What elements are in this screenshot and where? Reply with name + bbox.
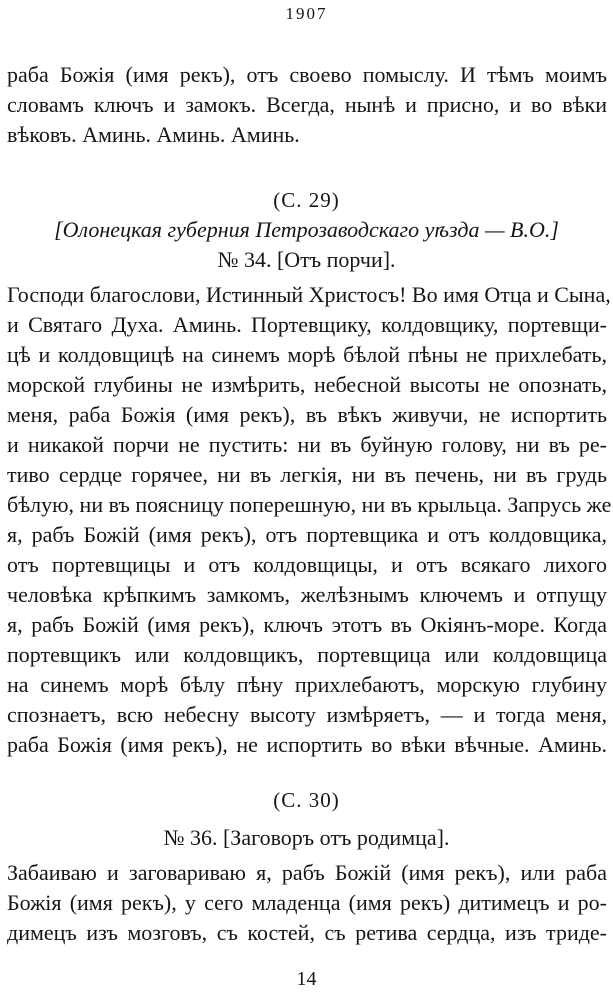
text-line: я, рабъ Божій (имя рекъ), отъ портевщика и отъ колдовщика, [7, 522, 607, 547]
text-line: меня, раба Божія (имя рекъ), въ вѣкъ живучи, не испортить [7, 402, 607, 427]
text-line: человѣка крѣпкимъ замкомъ, желѣзнымъ ключемъ и отпущу [7, 582, 607, 607]
text-line: Господи благослови, Истинный Христосъ! Во имя Отца и Сына, [7, 282, 611, 307]
text-line: тиво сердце горячее, ни въ легкія, ни въ печень, ни въ грудь [7, 462, 607, 487]
text-line: бѣлую, ни въ поясницу поперешную, ни въ крыльца. Запрусь же [7, 492, 612, 517]
section-heading: № 34. [Отъ порчи]. [217, 247, 396, 272]
text-line: раба Божія (имя рекъ), отъ своево помыслу. И тѣмъ моимъ [7, 62, 607, 87]
region-note: [Олонецкая губерния Петрозаводскаго уѣзда — В.О.] [54, 217, 559, 242]
page-number: 14 [296, 968, 317, 990]
text-line: на синемъ морѣ бѣлу пѣну прихлебаютъ, морскую глубину [7, 672, 607, 697]
text-line: портевщикъ или колдовщикъ, портевщица или колдовщица [7, 642, 607, 667]
page-reference: (С. 30) [273, 788, 340, 812]
text-line: и никакой порчи не пустить: ни въ буйную голову, ни въ ре- [7, 432, 607, 457]
text-line: Забаиваю и заговариваю я, рабъ Божій (имя рекъ), или раба [7, 860, 607, 885]
text-line: раба Божія (имя рекъ), не испортить во вѣки вѣчные. Аминь. [7, 732, 607, 757]
text-line: морской глубины не измѣрить, небесной высоты не опознать, [7, 372, 607, 397]
text-line: Божія (имя рекъ), у сего младенца (имя рекъ) дитимецъ и ро- [7, 890, 607, 915]
page-reference: (С. 29) [273, 188, 340, 212]
text-line: цѣ и колдовщицѣ на синемъ морѣ бѣлой пѣны не прихлебать, [7, 342, 607, 367]
text-line: я, рабъ Божій (имя рекъ), ключъ этотъ въ Окіянъ-море. Когда [7, 612, 607, 637]
section-heading: № 36. [Заговоръ отъ родимца]. [163, 825, 450, 850]
running-head-year: 1907 [285, 4, 328, 23]
text-line: вѣковъ. Аминь. Аминь. Аминь. [7, 122, 300, 147]
text-line: спознаетъ, всю небесну высоту измѣряетъ, — и тогда меня, [7, 702, 607, 727]
text-line: и Святаго Духа. Аминь. Портевщику, колдовщику, портевщи- [7, 312, 607, 337]
text-line: словамъ ключъ и замокъ. Всегда, нынѣ и присно, и во вѣки [7, 92, 607, 117]
text-line: димецъ изъ мозговъ, съ костей, съ ретива сердца, изъ триде- [7, 920, 607, 945]
text-line: отъ портевщицы и отъ колдовщицы, и отъ всякаго лихого [7, 552, 607, 577]
